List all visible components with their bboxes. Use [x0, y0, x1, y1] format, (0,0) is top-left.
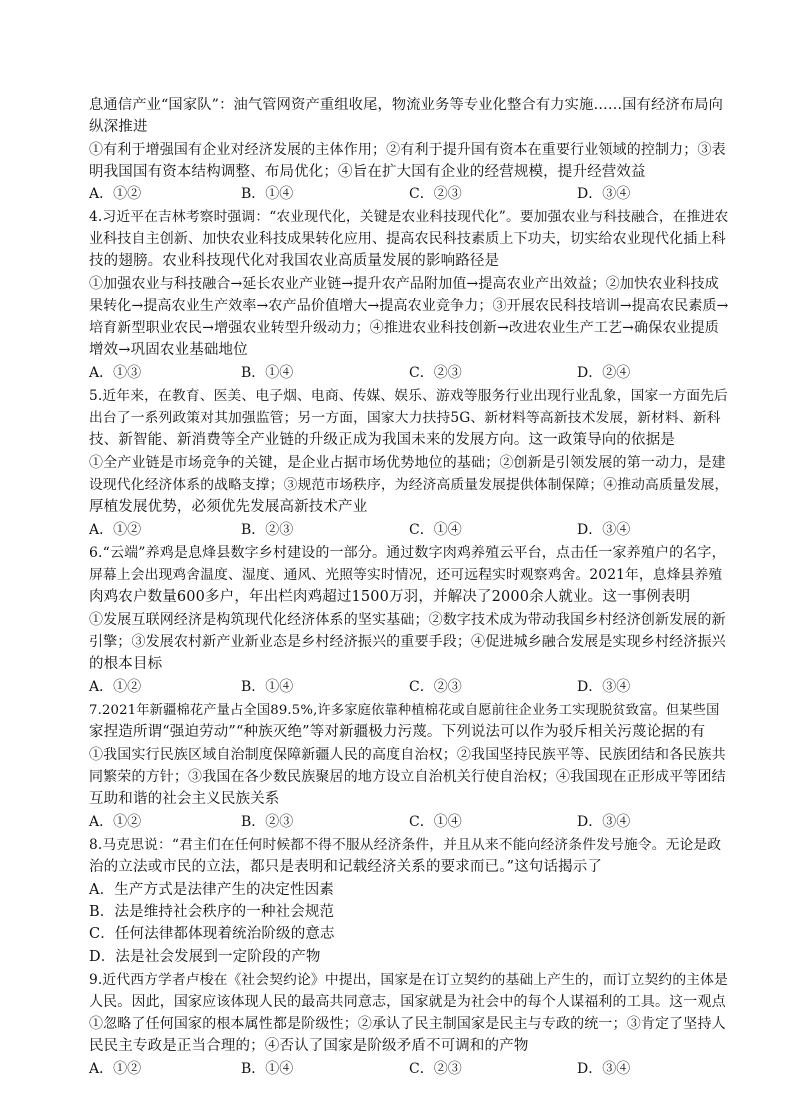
q4-option-d: D．②④ — [577, 365, 631, 381]
q7-stem-line: 家捏造所谓“强迫劳动”“种族灭绝”等对新疆极力污蔑。下列说法可以作为驳斥相关污蔑论据的有 — [89, 724, 706, 740]
q4-option-c: C．②③ — [409, 365, 462, 381]
q7-option-d: D．③④ — [577, 814, 631, 830]
q6-option-c: C．②③ — [409, 679, 462, 695]
q5-option-a: A．①② — [89, 522, 142, 538]
q4-stem-line: 4.习近平在吉林考察时强调：“农业现代化，关键是农业科技现代化”。要加强农业与科技融合，在推进农 — [89, 209, 729, 225]
q3-statements-line: 明我国国有资本结构调整、布局优化；④旨在扩大国有企业的经营规模，提升经营效益 — [89, 164, 646, 180]
q6-option-b: B．①④ — [241, 679, 294, 695]
q8-choice-d: D．法是社会发展到一定阶段的产物 — [89, 949, 321, 965]
q5-option-c: C．①④ — [409, 522, 462, 538]
q3-option-c: C．②③ — [409, 186, 462, 202]
q6-option-d: D．③④ — [577, 679, 631, 695]
q6-stem-line: 屏幕上会出现鸡舍温度、湿度、通风、光照等实时情况，还可远程实时观察鸡舍。2021年，息烽县养殖 — [89, 567, 723, 583]
q3-stem-line: 息通信产业“国家队”：油气管网资产重组收尾，物流业务等专业化整合有力实施……国有经济布局向 — [89, 97, 724, 113]
q7-option-a: A．①② — [89, 814, 142, 830]
q5-statements-line: 厚植发展优势，必须优先发展高新技术产业 — [89, 499, 368, 515]
q5-options — [89, 520, 729, 541]
q7-stem-line: 7.2021年新疆棉花产量占全国89.5%,许多家庭依靠种植棉花或自愿前往企业务工实现脱贫致富。但某些国 — [89, 703, 720, 718]
q5-stem-line: 5.近年来，在教育、医美、电子烟、电商、传媒、娱乐、游戏等服务行业出现行业乱象，国家一方面先后 — [89, 388, 728, 404]
q3-stem-line: 纵深推进 — [89, 119, 148, 135]
q9-option-b: B．①④ — [241, 1061, 294, 1077]
q9-stem-line: 9.近代西方学者卢梭在《社会契约论》中提出，国家是在订立契约的基础上产生的，而订立契约的主体是 — [89, 972, 728, 988]
q7-option-b: B．②③ — [241, 814, 294, 830]
q3-option-a: A．①② — [89, 186, 142, 202]
q5-stem-line: 技、新智能、新消费等全产业链的升级正成为我国未来的发展方向。这一政策导向的依据是 — [89, 432, 675, 448]
q6-options — [89, 677, 729, 698]
q3-option-d: D．③④ — [577, 186, 631, 202]
q7-statements-line: 同繁荣的方针；③我国在各少数民族聚居的地方设立自治机关行使自治权；④我国现在正形成平等团结 — [89, 769, 726, 785]
q4-stem-line: 业科技自主创新、加快农业科技成果转化应用、提高农民科技素质上下功夫，切实给农业现代化插上科 — [89, 231, 726, 247]
q9-option-d: D．③④ — [577, 1061, 631, 1077]
q4-statements-line: 培育新型职业农民→增强农业转型升级动力；④推进农业科技创新→改进农业生产工艺→确保农业提质 — [89, 320, 719, 336]
q5-option-b: B．②③ — [241, 522, 294, 538]
q7-statements-line: 互助和谐的社会主义民族关系 — [89, 791, 280, 807]
q9-statements-line: ①忽略了任何国家的根本属性都是阶级性；②承认了民主制国家是民主与专政的统一；③肯定了坚持人 — [89, 1016, 726, 1032]
q3-option-b: B．①④ — [241, 186, 294, 202]
q3-statements-line: ①有利于增强国有企业对经济发展的主体作用；②有利于提升国有资本在重要行业领域的控制力；③表 — [89, 142, 726, 158]
q7-options — [89, 812, 729, 833]
q8-choice-b: B．法是维持社会秩序的一种社会规范 — [89, 904, 335, 920]
q6-statements-line: 的根本目标 — [89, 656, 163, 672]
q4-options — [89, 363, 729, 384]
q4-statements-line: 增效→巩固农业基础地位 — [89, 342, 248, 358]
q4-option-b: B．①④ — [241, 365, 294, 381]
q6-option-a: A．①② — [89, 679, 142, 695]
q9-options — [89, 1059, 729, 1080]
q5-option-d: D．③④ — [577, 522, 631, 538]
q5-statements-line: 设现代化经济体系的战略支撑；③规范市场秩序，为经济高质量发展提供体制保障；④推动高质量发展， — [89, 477, 729, 493]
q7-option-c: C．①④ — [409, 814, 462, 830]
q9-option-a: A．①② — [89, 1061, 142, 1077]
q4-stem-line: 技的翅膀。农业科技现代化对我国农业高质量发展的影响路径是 — [89, 253, 500, 269]
q9-statements-line: 民民主专政是正当合理的；④否认了国家是阶级矛盾不可调和的产物 — [89, 1038, 529, 1054]
q6-statements-line: ①发展互联网经济是构筑现代化经济体系的坚实基础；②数字技术成为带动我国乡村经济创新发展的新 — [89, 612, 726, 628]
q5-stem-line: 出台了一系列政策对其加强监管；另一方面，国家大力扶持5G、新材料等高新技术发展，新材料、新科 — [89, 410, 721, 426]
q4-option-a: A．①③ — [89, 365, 142, 381]
q9-stem-line: 人民。因此，国家应该体现人民的最高共同意志，国家就是为社会中的每个人谋福利的工具。这一观点 — [89, 994, 726, 1010]
q8-choice-a: A．生产方式是法律产生的决定性因素 — [89, 882, 335, 898]
q8-stem-line: 8.马克思说：“君主们在任何时候都不得不服从经济条件，并且从来不能向经济条件发号施令。无论是政 — [89, 837, 722, 853]
q6-stem-line: 肉鸡农户数量600多户，年出栏肉鸡超过1500万羽，并解决了2000余人就业。这一事例表明 — [89, 589, 691, 605]
q8-choice-c: C．任何法律都体现着统治阶级的意志 — [89, 926, 335, 942]
q7-statements-line: ①我国实行民族区域自治制度保障新疆人民的高度自治权；②我国坚持民族平等、民族团结和各民族共 — [89, 747, 726, 763]
q6-stem-line: 6.“云端”养鸡是息烽县数字乡村建设的一部分。通过数字肉鸡养殖云平台，点击任一家养殖户的名字， — [89, 545, 726, 561]
q8-stem-line: 治的立法或市民的立法，都只是表明和记载经济关系的要求而已。”这句话揭示了 — [89, 859, 603, 875]
q4-statements-line: 果转化→提高农业生产效率→农产品价值增大→提高农业竞争力；③开展农民科技培训→提高农民素质→ — [89, 298, 729, 314]
q5-statements-line: ①全产业链是市场竞争的关键，是企业占据市场优势地位的基础；②创新是引领发展的第一动力，是建 — [89, 455, 726, 471]
q6-statements-line: 引擎；③发展农村新产业新业态是乡村经济振兴的重要手段；④促进城乡融合发展是实现乡村经济振兴 — [89, 634, 726, 650]
q9-option-c: C．②③ — [409, 1061, 462, 1077]
q4-statements-line: ①加强农业与科技融合→延长农业产业链→提升农产品附加值→提高农业产出效益；②加快农业科技成 — [89, 276, 719, 292]
q3-options — [89, 184, 729, 205]
